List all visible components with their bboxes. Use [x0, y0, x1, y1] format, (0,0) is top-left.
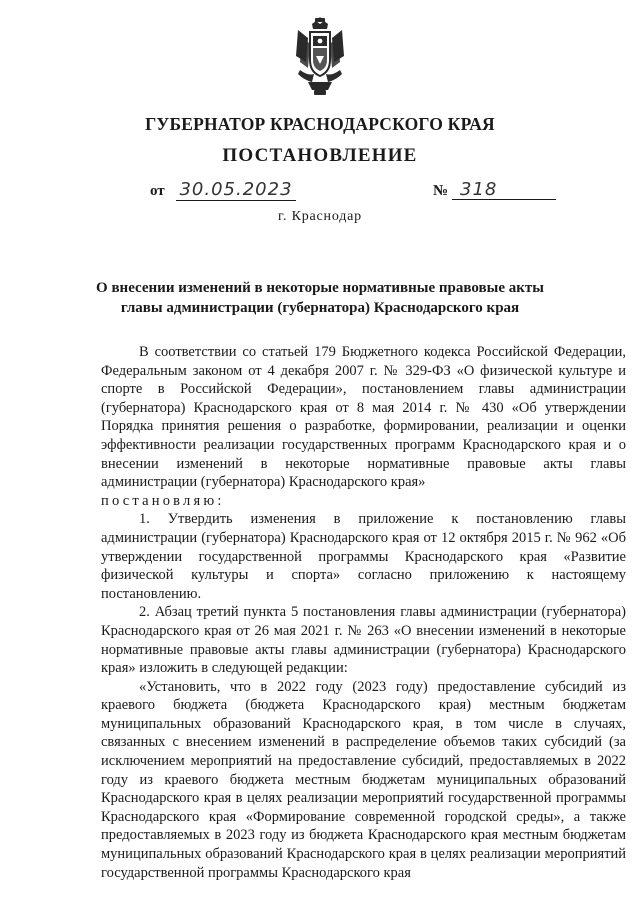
paragraph-intro: В соответствии со статьей 179 Бюджетного кодекса Российской Федерации, Федеральным законом от 4 декабря 2007 г. № 329-ФЗ «О физической культуре и спорте в Российской Федерации», постановлением главы администрации (губернатора) Краснодарского края от 8 мая 2014 г. № 430 «Об утверждении Порядка принятия решения о разработке, формировании, реализации и оценки эффективности реализации государственных программ Краснодарского края и о внесении изменений в некоторые нормативные правовые акты главы администрации (губернатора) Краснодарского края» — [101, 344, 626, 491]
date-value: 30.05.2023 — [176, 180, 296, 201]
paragraph-item-2: 2. Абзац третий пункта 5 постановления главы администрации (губернатора) Краснодарского края от 26 мая 2021 г. № 263 «О внесении изменений в некоторые нормативные правовые акты главы администрации (губернатора) Краснодарского края» изложить в следующей редакции: — [101, 604, 626, 677]
date-number-row — [150, 180, 570, 206]
document-title: О внесении изменений в некоторые нормативные правовые акты главы администрации (губернатора) Краснодарского края — [96, 280, 544, 316]
document-body — [101, 343, 626, 882]
decree-word — [101, 492, 626, 511]
paragraph-quote: «Установить, что в 2022 году (2023 году) предоставление субсидий из краевого бюджета (бюджета Краснодарского края) местным бюджетам муниципальных образований Краснодарского края, в том числе в случаях, связанных с внесением изменений в распределение объемов таких субсидий (за исключением мероприятий на предоставление субсидий, предоставляемых в 2022 году из краевого бюджета местным бюджетам муниципальных образований Краснодарского края в целях реализации мероприятий государственной программы Краснодарского края «Формирование современной городской среды», а также предоставляемых в 2023 году из бюджета Краснодарского края местным бюджетам муниципальных образований Краснодарского края в целях реализации мероприятий государственной программы Краснодарского края — [101, 678, 626, 881]
number-label: № — [433, 183, 449, 199]
date-label: от — [150, 183, 165, 199]
paragraph-item-1: 1. Утвердить изменения в приложение к постановлению главы администрации (губернатора) Краснодарского края от 12 октября 2015 г. № 962 «Об утверждении государственной программы Краснодарского края «Развитие физической культуры и спорта» согласно приложению к настоящему постановлению. — [101, 511, 626, 602]
city: г. Краснодар — [278, 209, 362, 224]
number-value: 318 — [452, 180, 556, 200]
decree-word-text: постановляю: — [101, 492, 225, 509]
issuing-authority: ГУБЕРНАТОР КРАСНОДАРСКОГО КРАЯ — [145, 114, 495, 134]
coat-of-arms-icon — [294, 16, 346, 98]
document-type: ПОСТАНОВЛЕНИЕ — [222, 145, 418, 166]
